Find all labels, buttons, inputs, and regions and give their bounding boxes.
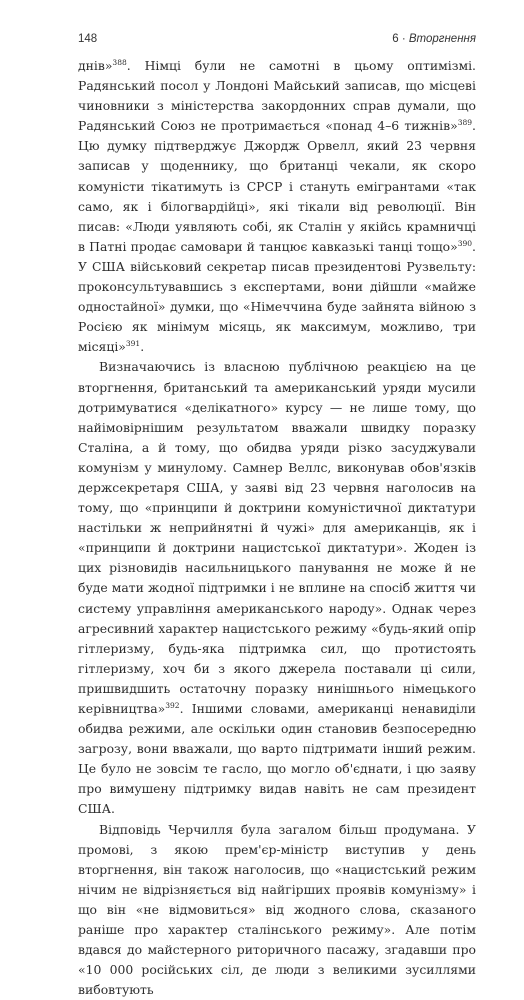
footnote-ref-390: 390 [457,238,473,248]
paragraph-1 [78,56,476,357]
text-segment: Визначаючись із власною публічною реакцією на це вторгнення, британський та американський уряди мусили дотримуватися «делікатного» курсу — не лише тому, що найімовірнішим результатом вважали швидку поразку Сталіна, а й тому, що обидва уряди різко засуджували комунізм у минулому. Самнер Веллс, виконував обов'язків держсекретаря США, у заяві від 23 червня наголосив на тому, що «принципи й доктрини комуністичної диктатури настільки ж неприйнятні й чужі» для американців, як і «принципи й доктрини нацистської диктатури». Жоден із цих різновидів насильницького панування не може й не буде мати жодної підтримки і не вплине на спосіб життя чи систему управління американського народу». Однак через агресивний характер нацистського режиму «будь-який опір гітлеризму, будь-яка підтримка сил, що протистоять гітлеризму, хоч би з якого джерела поставали ці сили, пришвидшить остаточну поразку нинішнього німецького керівництва» [78,359,476,716]
running-head [392,33,476,45]
text-segment: Відповідь Черчилля була загалом більш продумана. У промові, з якою прем'єр-міністр виступив у день вторгнення, він також наголосив, що «нацистський режим нічим не відрізняється від найгірших проявів комунізму» і що він «не відмовиться» від жодного слова, сказаного раніше про характер сталінського режиму». Але потім вдався до майстерного риторичного пасажу, згадавши про «10 000 російських сіл, де люди з великими зусиллями вибовтують [78,821,476,998]
body-text [78,56,476,1000]
text-segment: . У США військовий секретар писав президентові Рузвельту: проконсультувавшись з експертами, вони дійшли «майже одностайної» думки, що «Німеччина буде зайнята війною з Росією як мінімум місяць, як максимум, можливо, три місяці» [78,238,476,355]
text-segment: . Німці були не самотні в цьому оптимізмі. Радянський посол у Лондоні Майський записав, що місцеві чиновники з міністерства закордонних справ думали, що Радянський Союз не протримається «понад 4–6 тижнів» [78,58,476,134]
chapter-title: Вторгнення [408,33,476,45]
paragraph-2 [78,357,476,819]
page-number: 148 [78,33,98,45]
footnote-ref-392: 392 [165,701,180,710]
chapter-separator: · [398,33,409,45]
paragraph-3 [78,820,476,1000]
chapter-number: 6 [392,33,399,45]
footnote-ref-388: 388 [112,58,127,67]
text-segment: . [140,339,145,355]
text-segment: . Іншими словами, американці ненавиділи обидва режими, але оскільки один становив безпосередню загрозу, вони вважали, що варто підтримати інший режим. Це було не зовсім те гасло, що могло об'єднати, і цю заяву про вимушену підтримку видав навіть не сам президент США. [78,701,476,817]
footnote-ref-391: 391 [125,339,141,349]
text-segment: днів» [78,58,113,73]
text-segment: . Цю думку підтверджує Джордж Орвелл, який 23 червня записав у щоденнику, що британці чекали, як скоро комуністи тікатимуть із СРСР і стануть емігрантами «так само, як і білогвардійці», які тікали від революції. Він писав: «Люди уявляють собі, як Сталін у якійсь крамничці в Патні продає самовари й танцює кавказькі танці тощо» [78,118,476,254]
footnote-ref-389: 389 [457,118,473,128]
running-header [78,33,476,49]
